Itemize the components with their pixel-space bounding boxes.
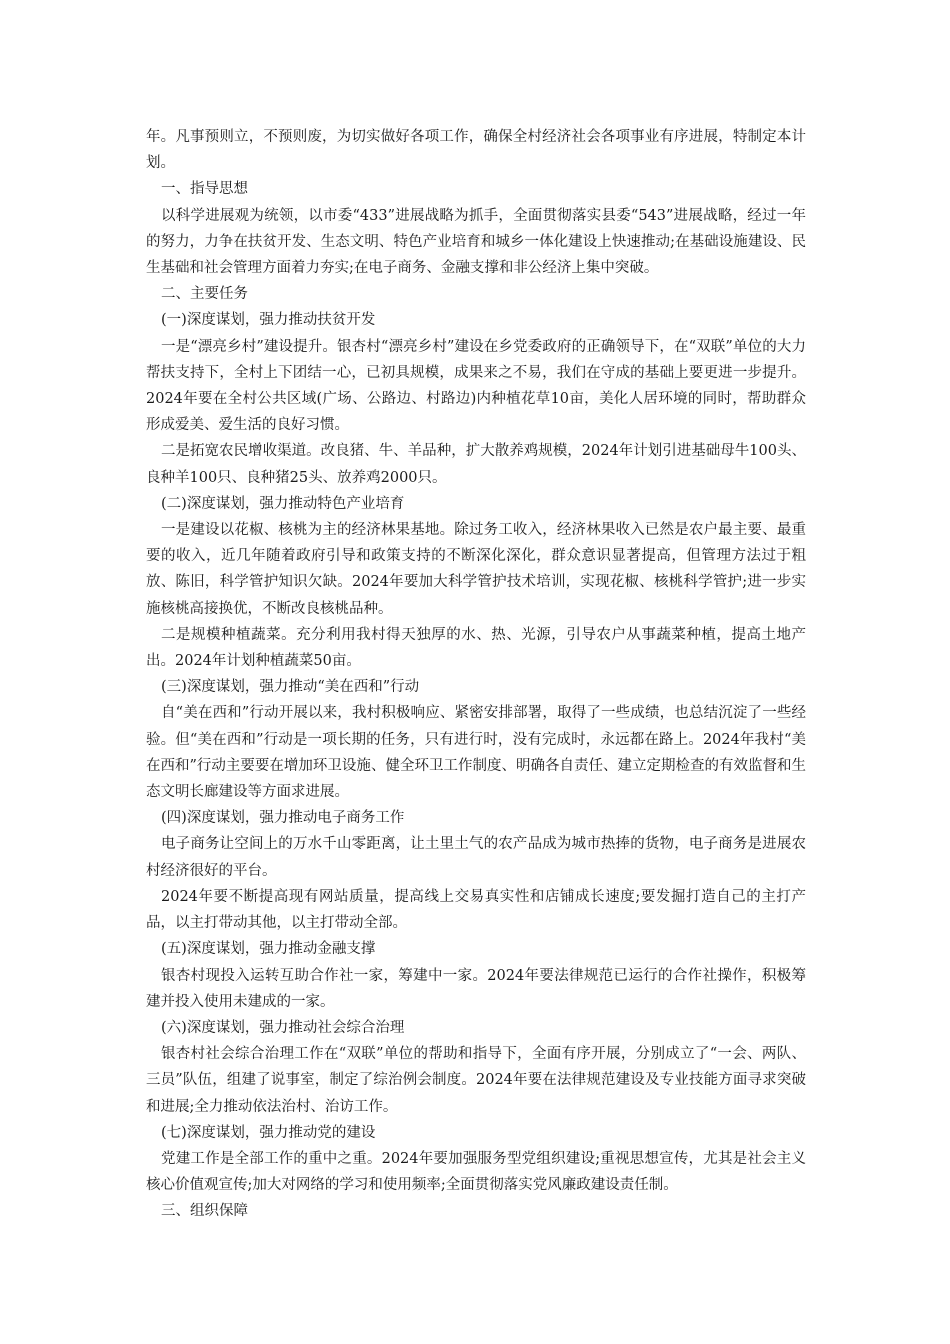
subsection-heading: (二)深度谋划，强力推动特色产业培育 [161, 495, 405, 512]
paragraph: 2024年要不断提高现有网站质量，提高线上交易真实性和店铺成长速度;要发掘打造自己的主打产品，以主打带动其他，以主打带动全部。 [146, 888, 806, 932]
paragraph: 一是“漂亮乡村”建设提升。银杏村“漂亮乡村”建设在乡党委政府的正确领导下，在“双联”单位的大力帮扶支持下，全村上下团结一心，已初具规模，成果来之不易，我们在守成的基础上要更进一步提升。2024年要在全村公共区域(广场、公路边、村路边)内种植花草10亩，美化人居环境的同时，帮助群众形成爱美、爱生活的良好习惯。 [146, 338, 806, 434]
section-heading-guiding-ideology: 一、指导思想 [161, 181, 248, 198]
paragraph-intro-continuation: 年。凡事预则立，不预则废，为切实做好各项工作，确保全村经济社会各项事业有序进展，特制定本计划。 [146, 129, 806, 172]
subsection-heading: (六)深度谋划，强力推动社会综合治理 [161, 1019, 405, 1036]
subsection-heading: (三)深度谋划，强力推动“美在西和”行动 [161, 679, 420, 696]
paragraph: 电子商务让空间上的万水千山零距离，让土里土气的农产品成为城市热捧的货物，电子商务是进展农村经济很好的平台。 [146, 836, 806, 879]
paragraph: 银杏村社会综合治理工作在“双联”单位的帮助和指导下，全面有序开展，分别成立了“一会、两队、三员”队伍，组建了说事室，制定了综治例会制度。2024年要在法律规范建设及专业技能方面寻求突破和进展;全力推动依法治村、治访工作。 [146, 1046, 806, 1115]
paragraph: 银杏村现投入运转互助合作社一家，筹建中一家。2024年要法律规范已运行的合作社操作，积极筹建并投入使用未建成的一家。 [146, 967, 806, 1010]
paragraph: 党建工作是全部工作的重中之重。2024年要加强服务型党组织建设;重视思想宣传，尤其是社会主义核心价值观宣传;加大对网络的学习和使用频率;全面贯彻落实党风廉政建设责任制。 [146, 1150, 806, 1194]
subsection-heading: (四)深度谋划，强力推动电子商务工作 [161, 810, 405, 827]
subsection-heading: (五)深度谋划，强力推动金融支撑 [161, 941, 376, 958]
paragraph: 一是建设以花椒、核桃为主的经济林果基地。除过务工收入，经济林果收入已然是农户最主要、最重要的收入，近几年随着政府引导和政策支持的不断深化深化，群众意识显著提高，但管理方法过于粗放、陈旧，科学管护知识欠缺。2024年要加大科学管护技术培训，实现花椒、核桃科学管护;进一步实施核桃高接换优，不断改良核桃品种。 [146, 522, 806, 617]
paragraph: 自“美在西和”行动开展以来，我村积极响应、紧密安排部署，取得了一些成绩，也总结沉淀了一些经验。但“美在西和”行动是一项长期的任务，只有进行时，没有完成时，永远都在路上。2024年我村“美在西和”行动主要要在增加环卫设施、健全环卫工作制度、明确各自责任、建立定期检查的有效监督和生态文明长廊建设等方面求进展。 [146, 705, 806, 801]
document-body [146, 124, 806, 1225]
section-heading-organizational-guarantee: 三、组织保障 [161, 1203, 248, 1220]
subsection-heading: (七)深度谋划，强力推动党的建设 [161, 1124, 376, 1141]
paragraph: 二是规模种植蔬菜。充分利用我村得天独厚的水、热、光源，引导农户从事蔬菜种植，提高土地产出。2024年计划种植蔬菜50亩。 [146, 626, 806, 670]
paragraph: 二是拓宽农民增收渠道。改良猪、牛、羊品种，扩大散养鸡规模，2024年计划引进基础母牛100头、良种羊100只、良种猪25头、放养鸡2000只。 [146, 443, 806, 486]
section-heading-main-tasks: 二、主要任务 [161, 286, 248, 303]
paragraph: 以科学进展观为统领，以市委“433”进展战略为抓手，全面贯彻落实县委“543”进展战略，经过一年的努力，力争在扶贫开发、生态文明、特色产业培育和城乡一体化建设上快速推动;在基础设施建设、民生基础和社会管理方面着力夯实;在电子商务、金融支撑和非公经济上集中突破。 [146, 207, 806, 277]
subsection-heading: (一)深度谋划，强力推动扶贫开发 [161, 312, 376, 329]
